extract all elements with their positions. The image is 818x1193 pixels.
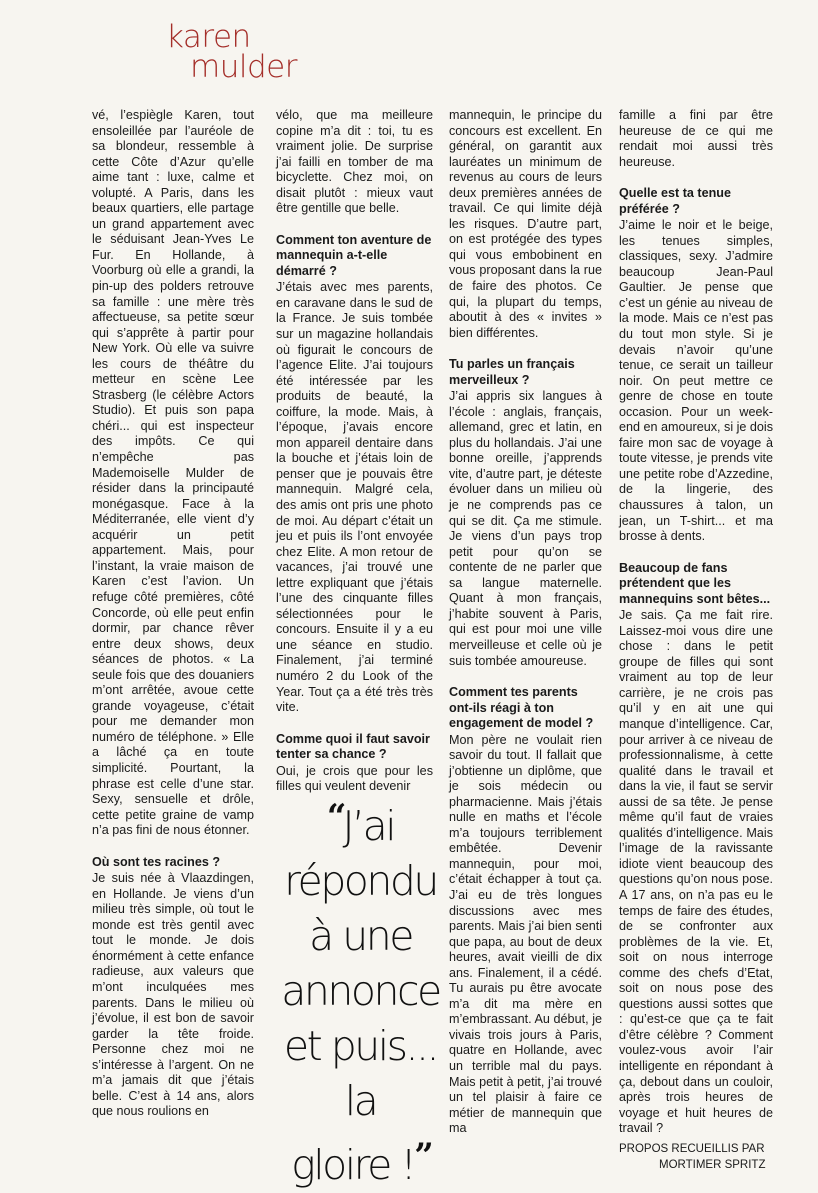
pull-quote [278,790,443,1193]
paragraph: J’étais avec mes parents, en caravane dans le sud de la France. Je suis tombée sur un magazine hollandais où figurait le concours de l’agence Elite. J’ai toujours été intéressée par les produits de beauté, la coiffure, la mode. Mais, à l’époque, j’avais encore mon appareil dentaire dans la bouche et j’étais loin de penser que je pouvais être mannequin. Malgré cela, des amis ont pris une photo de moi. Au départ c’était un jeu et puis ils l’ont envoyée chez Elite. A mon retour de vacances, j’ai trouvé une lettre expliquant que j’étais l’une des cinquante filles sélectionnées pour le concours. Ensuite il y a eu une séance en studio. Finalement, j’ai terminé numéro 2 du Look of the Year. Tout ça a été très très vite. [276,280,433,715]
paragraph: vélo, que ma meilleure copine m’a dit : toi, tu es vraiment jolie. De surprise j’ai failli en tomber de ma bicyclette. Chez moi, on disait plutôt : mieux vaut être gentille que belle. [276,108,433,216]
page-title [166,19,297,85]
paragraph: Mon père ne voulait rien savoir du tout. Il fallait que j’obtienne un diplôme, que je sois médecin ou pharmacienne. Mais j’étais nulle en maths et l’école m’a toujours terriblement embêtée. Devenir mannequin, pour moi, c’était échapper à tout ça. J’ai eu de très longues discussions avec mes parents. Mais j’ai bien senti que papa, au bout de deux heures, avait vieilli de dix ans. Finalement, il a cédé. Tu aurais pu être avocate m’a dit ma mère en m’embrassant. Au début, je vivais trois jours à Paris, quatre en Hollande, avec un terrible mal du pays. Mais petit à petit, j’ai trouvé un tel plaisir à faire ce métier de mannequin que ma [449,732,602,1136]
byline-author: MORTIMER SPRITZ [659,1158,766,1171]
pull-quote-line: à une [309,912,412,960]
text-column-3 [449,108,602,1137]
question-heading: Comment tes parents ont-ils réagi à ton engagement de model ? [449,685,594,731]
pull-quote-line: répondu [284,857,437,905]
close-quote-mark: ” [414,1136,430,1176]
paragraph: Oui, je crois que pour les filles qui veulent devenir [276,763,433,794]
question-heading: Beaucoup de fans prétendent que les mannequins sont bêtes... [619,560,771,606]
question-heading: Comment ton aventure de mannequin a-t-elle démarré ? [276,232,432,278]
open-quote-mark: “ [326,797,343,837]
paragraph: J’aime le noir et le beige, les tenues simples, classiques, sexy. J’admire beaucoup Jean-Paul Gaultier. Je pense que c’est un génie au niveau de la mode. Mais ce n’est pas du tout mon style. Si je devais n’avoir qu’une tenue, ce serait un tailleur noir. On peut mettre ce genre de chose en toute occasion. Pour un week-end en amoureux, si je dois faire mon sac de voyage à toute vitesse, je prends vite une petite robe d’Azzedine, de la lingerie, des chaussures à talon, un jean, un T-shirt... et ma brosse à dents. [619,218,774,544]
title-line-first: karen [166,19,251,55]
paragraph: Je suis née à Vlaazdingen, en Hollande. Je viens d’un milieu très simple, où tout le monde est très gentil avec tout le monde. Je dois énormément à cette enfance radieuse, aux valeurs que m’ont inculquées mes parents. Dans le milieu où j’évolue, il est bon de savoir garder la tête froide. Personne chez moi ne s’intéresse à l’argent. On ne m’a jamais dit que j’étais belle. C’est à 14 ans, alors que nous roulions en [92,871,254,1119]
byline-label: PROPOS RECUEILLIS PAR [619,1142,765,1155]
pull-quote-line: J’ai [342,802,395,850]
text-column-1 [92,108,254,1120]
paragraph: vé, l’espiègle Karen, tout ensoleillée par l’auréole de sa blondeur, ressemble à cette Côte d’Azur qu’elle aime tant : luxe, calme et volupté. A Paris, dans les beaux quartiers, elle partage un grand appartement avec le séduisant Jean-Yves Le Fur. En Hollande, à Voorburg où elle a grandi, la pin-up des polders retrouve sa famille : une mère très affectueuse, sa petite sœur qui s’apprête à partir pour New York. Où elle va suivre les cours de théâtre du metteur en scène Lee Strasberg (le célèbre Actors Studio). Et puis son papa chéri... qui est inspecteur des impôts. Ce qui n’empêche pas Mademoiselle Mulder de résider dans la principauté monégasque. Face à la Méditerranée, elle vient d’y acquérir un petit appartement. Mais, pour l’instant, la vraie maison de Karen c’est l’avion. Un refuge côté premières, côté Concorde, où elle peut enfin dormir, par chance rêver entre deux shows, deux séances de photos. « La seule fois que des douaniers m’ont arrêtée, avoue cette grande voyageuse, c’était pour me demander mon numéro de téléphone. » Elle a lâché ça en toute simplicité. Pourtant, la phrase est celle d’une star. Sexy, sensuelle et drôle, cette petite graine de vamp n’a pas fini de nous étonner. [92,108,254,838]
question-heading: Comme quoi il faut savoir tenter sa chance ? [276,731,430,762]
pull-quote-line: et puis... la [283,1022,438,1125]
question-heading: Où sont tes racines ? [92,854,221,869]
question-heading: Tu parles un français merveilleux ? [449,357,575,387]
paragraph: famille a fini par être heureuse de ce qui me rendait moi aussi très heureuse. [619,108,773,169]
paragraph: Je sais. Ça me fait rire. Laissez-moi vous dire une chose : dans le petit groupe de filles qui sont vraiment au top de leur carrière, je ne crois pas qu’il y en ait une qui manque d’intelligence. Car, pour arriver à ce niveau de professionnalisme, à cette qualité dans le travail et dans la vie, il faut se servir aussi de sa tête. Je pense même qu’il faut de vraies qualités d’intelligence. Mais l’image de la ravissante idiote vient beaucoup des questions qu’on nous pose. A 17 ans, on n’a pas eu le temps de faire des études, de se confronter aux problèmes de la vie. Et, soit on nous interroge comme des chefs d’Etat, soit on nous pose des questions aussi sottes que : qu’est-ce que ça te fait d’être célèbre ? Comment voulez-vous avoir l’air intelligente en répondant à ça, debout dans un couloir, après trois heures de voyage et huit heures de travail ? [619,608,773,1136]
pull-quote-line: gloire ! [291,1141,415,1189]
title-line-last: mulder [190,49,297,85]
text-column-4 [619,108,773,1173]
paragraph: mannequin, le principe du concours est excellent. En général, on garantit aux lauréates un minimum de revenus au cours de leurs deux premières années de travail. Ce qui limite déjà les risques. D’autre part, on est protégée des types qui vous embobinent en vous proposant dans la rue de faire des photos. Ce qui, la plupart du temps, aboutit à des « invites » bien différentes. [449,108,602,340]
question-heading: Quelle est ta tenue préférée ? [619,186,731,216]
paragraph: J’ai appris six langues à l’école : anglais, français, allemand, grec et latin, en plus du hollandais. J’ai une bonne oreille, j’apprends vite, d’autre part, je déteste évoluer dans un milieu où je ne comprends pas ce qui se dit. Ça me stimule. Je viens d’un pays trop petit pour qu’on se contente de ne parler que sa langue maternelle. Quant à mon français, j’habite souvent à Paris, qui est pour moi une ville merveilleuse et celle où je suis tombée amoureuse. [449,389,602,668]
text-column-2 [276,108,433,795]
pull-quote-line: annonce [281,967,440,1015]
